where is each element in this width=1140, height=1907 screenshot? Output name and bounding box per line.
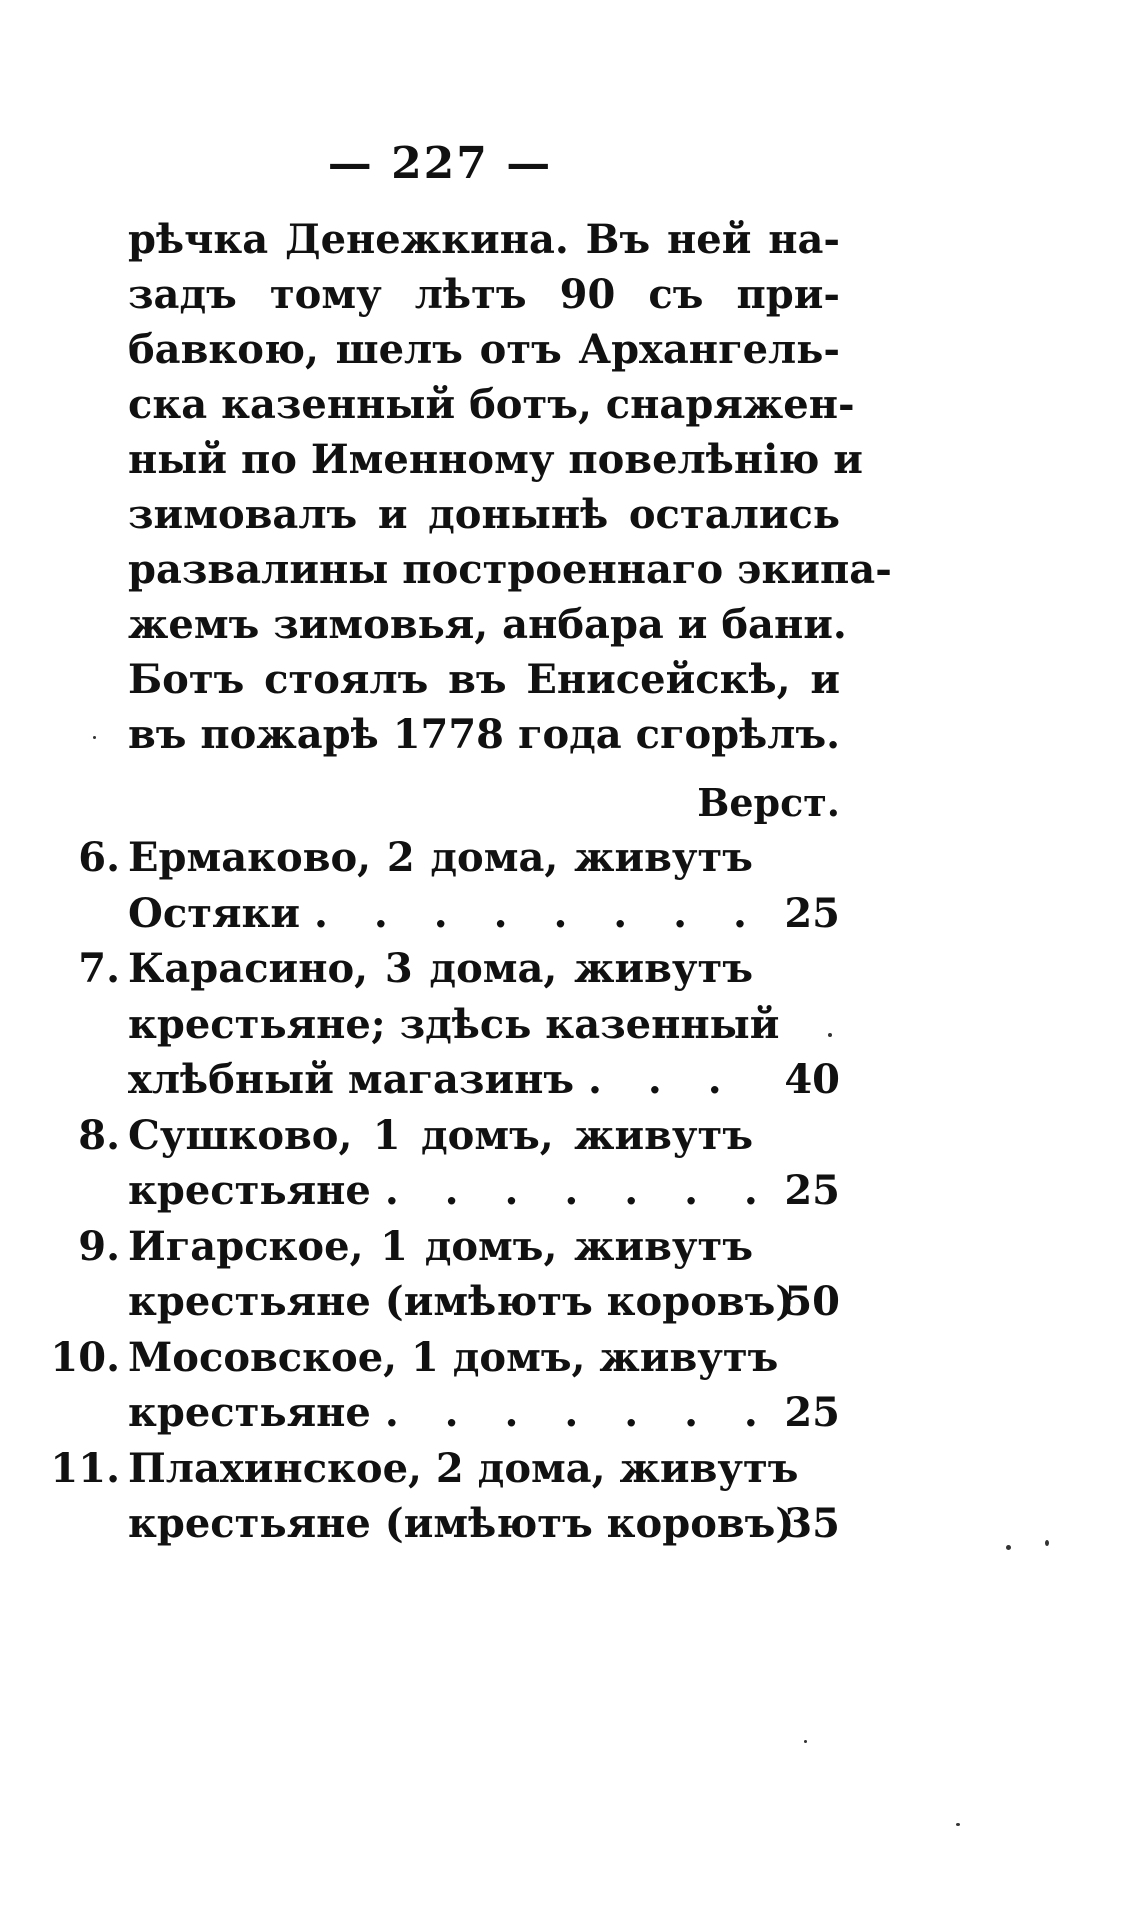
entry-distance: 50	[784, 1278, 840, 1325]
entry-text	[128, 1385, 774, 1440]
dot-leader: . . . . . . .	[384, 1389, 774, 1436]
scan-speck	[804, 1740, 807, 1743]
entry-number: 7.	[78, 945, 120, 992]
list-item-continuation	[0, 997, 1140, 1053]
column-header: Верст.	[697, 780, 840, 825]
entry-text: крестьяне; здѣсь казенный	[128, 1000, 780, 1048]
scan-speck	[956, 1823, 960, 1826]
entry-text-part: Остяки	[128, 889, 301, 937]
list-item-continuation	[0, 1496, 1140, 1552]
entry-text	[128, 1163, 774, 1218]
entry-text	[128, 1052, 753, 1107]
entry-text-part: крестьяне	[128, 1167, 371, 1214]
paragraph-line: бавкою, шелъ отъ Архангель-	[128, 326, 840, 373]
paragraph	[128, 212, 892, 762]
dot-leader: . . .	[588, 1056, 738, 1103]
list-item-continuation	[0, 1163, 1140, 1219]
entry-text: Игарское, 1 домъ, живутъ	[128, 1222, 753, 1270]
paragraph-line: жемъ зимовья, анбара и бани.	[128, 601, 847, 648]
dot-leader: . . . . . . . .	[314, 889, 763, 937]
paragraph-line: въ пожарѣ 1778 года сгорѣлъ.	[128, 711, 841, 758]
list-item-continuation	[0, 1385, 1140, 1441]
list-item	[0, 1330, 1140, 1386]
entry-number: 11.	[50, 1444, 120, 1492]
list-item	[0, 830, 1140, 886]
settlement-list	[0, 830, 1140, 1552]
entry-number: 6.	[78, 834, 120, 881]
paragraph-line: развалины построеннаго экипа-	[128, 546, 892, 593]
entry-number: 9.	[78, 1222, 120, 1270]
entry-text: Карасино, 3 дома, живутъ	[128, 945, 753, 992]
scan-speck	[1006, 1545, 1011, 1550]
list-item	[0, 941, 1140, 997]
entry-distance: 35	[784, 1500, 840, 1547]
list-item	[0, 1219, 1140, 1275]
entry-text: крестьяне (имѣютъ коровъ)	[128, 1278, 795, 1325]
scan-speck	[1045, 1540, 1049, 1546]
scan-speck	[828, 1033, 832, 1037]
list-item-continuation	[0, 886, 1140, 942]
page-number: — 227 —	[327, 138, 553, 189]
paragraph-line: Ботъ стоялъ въ Енисейскѣ, и	[128, 656, 840, 703]
paragraph-line: задъ тому лѣтъ 90 съ при-	[128, 271, 840, 318]
entry-text-part: крестьяне	[128, 1389, 371, 1436]
entry-text: Плахинское, 2 дома, живутъ	[128, 1444, 799, 1492]
dot-leader: . . . . . . .	[384, 1167, 774, 1214]
paragraph-line: зимовалъ и донынѣ остались	[128, 491, 840, 538]
scan-speck	[93, 736, 96, 739]
entry-text: крестьяне (имѣютъ коровъ)	[128, 1500, 795, 1547]
entry-number: 8.	[78, 1111, 120, 1159]
list-item-continuation	[0, 1274, 1140, 1330]
paragraph-line: ска казенный ботъ, снаряжен-	[128, 381, 855, 428]
list-item	[0, 1441, 1140, 1497]
entry-text: Ермаково, 2 дома, живутъ	[128, 834, 753, 881]
entry-distance: 25	[784, 1167, 840, 1214]
list-item-continuation	[0, 1052, 1140, 1108]
entry-number: 10.	[50, 1333, 120, 1381]
list-item	[0, 1108, 1140, 1164]
paragraph-line: рѣчка Денежкина. Въ ней на-	[128, 216, 840, 263]
entry-text	[128, 886, 763, 941]
paragraph-line: ный по Именному повелѣнію и	[128, 436, 863, 483]
entry-text-part: хлѣбный магазинъ	[128, 1056, 575, 1103]
entry-distance: 25	[784, 889, 840, 937]
entry-distance: 40	[784, 1056, 840, 1103]
entry-text: Мосовское, 1 домъ, живутъ	[128, 1333, 779, 1381]
entry-text: Сушково, 1 домъ, живутъ	[128, 1111, 753, 1159]
entry-distance: 25	[784, 1389, 840, 1436]
